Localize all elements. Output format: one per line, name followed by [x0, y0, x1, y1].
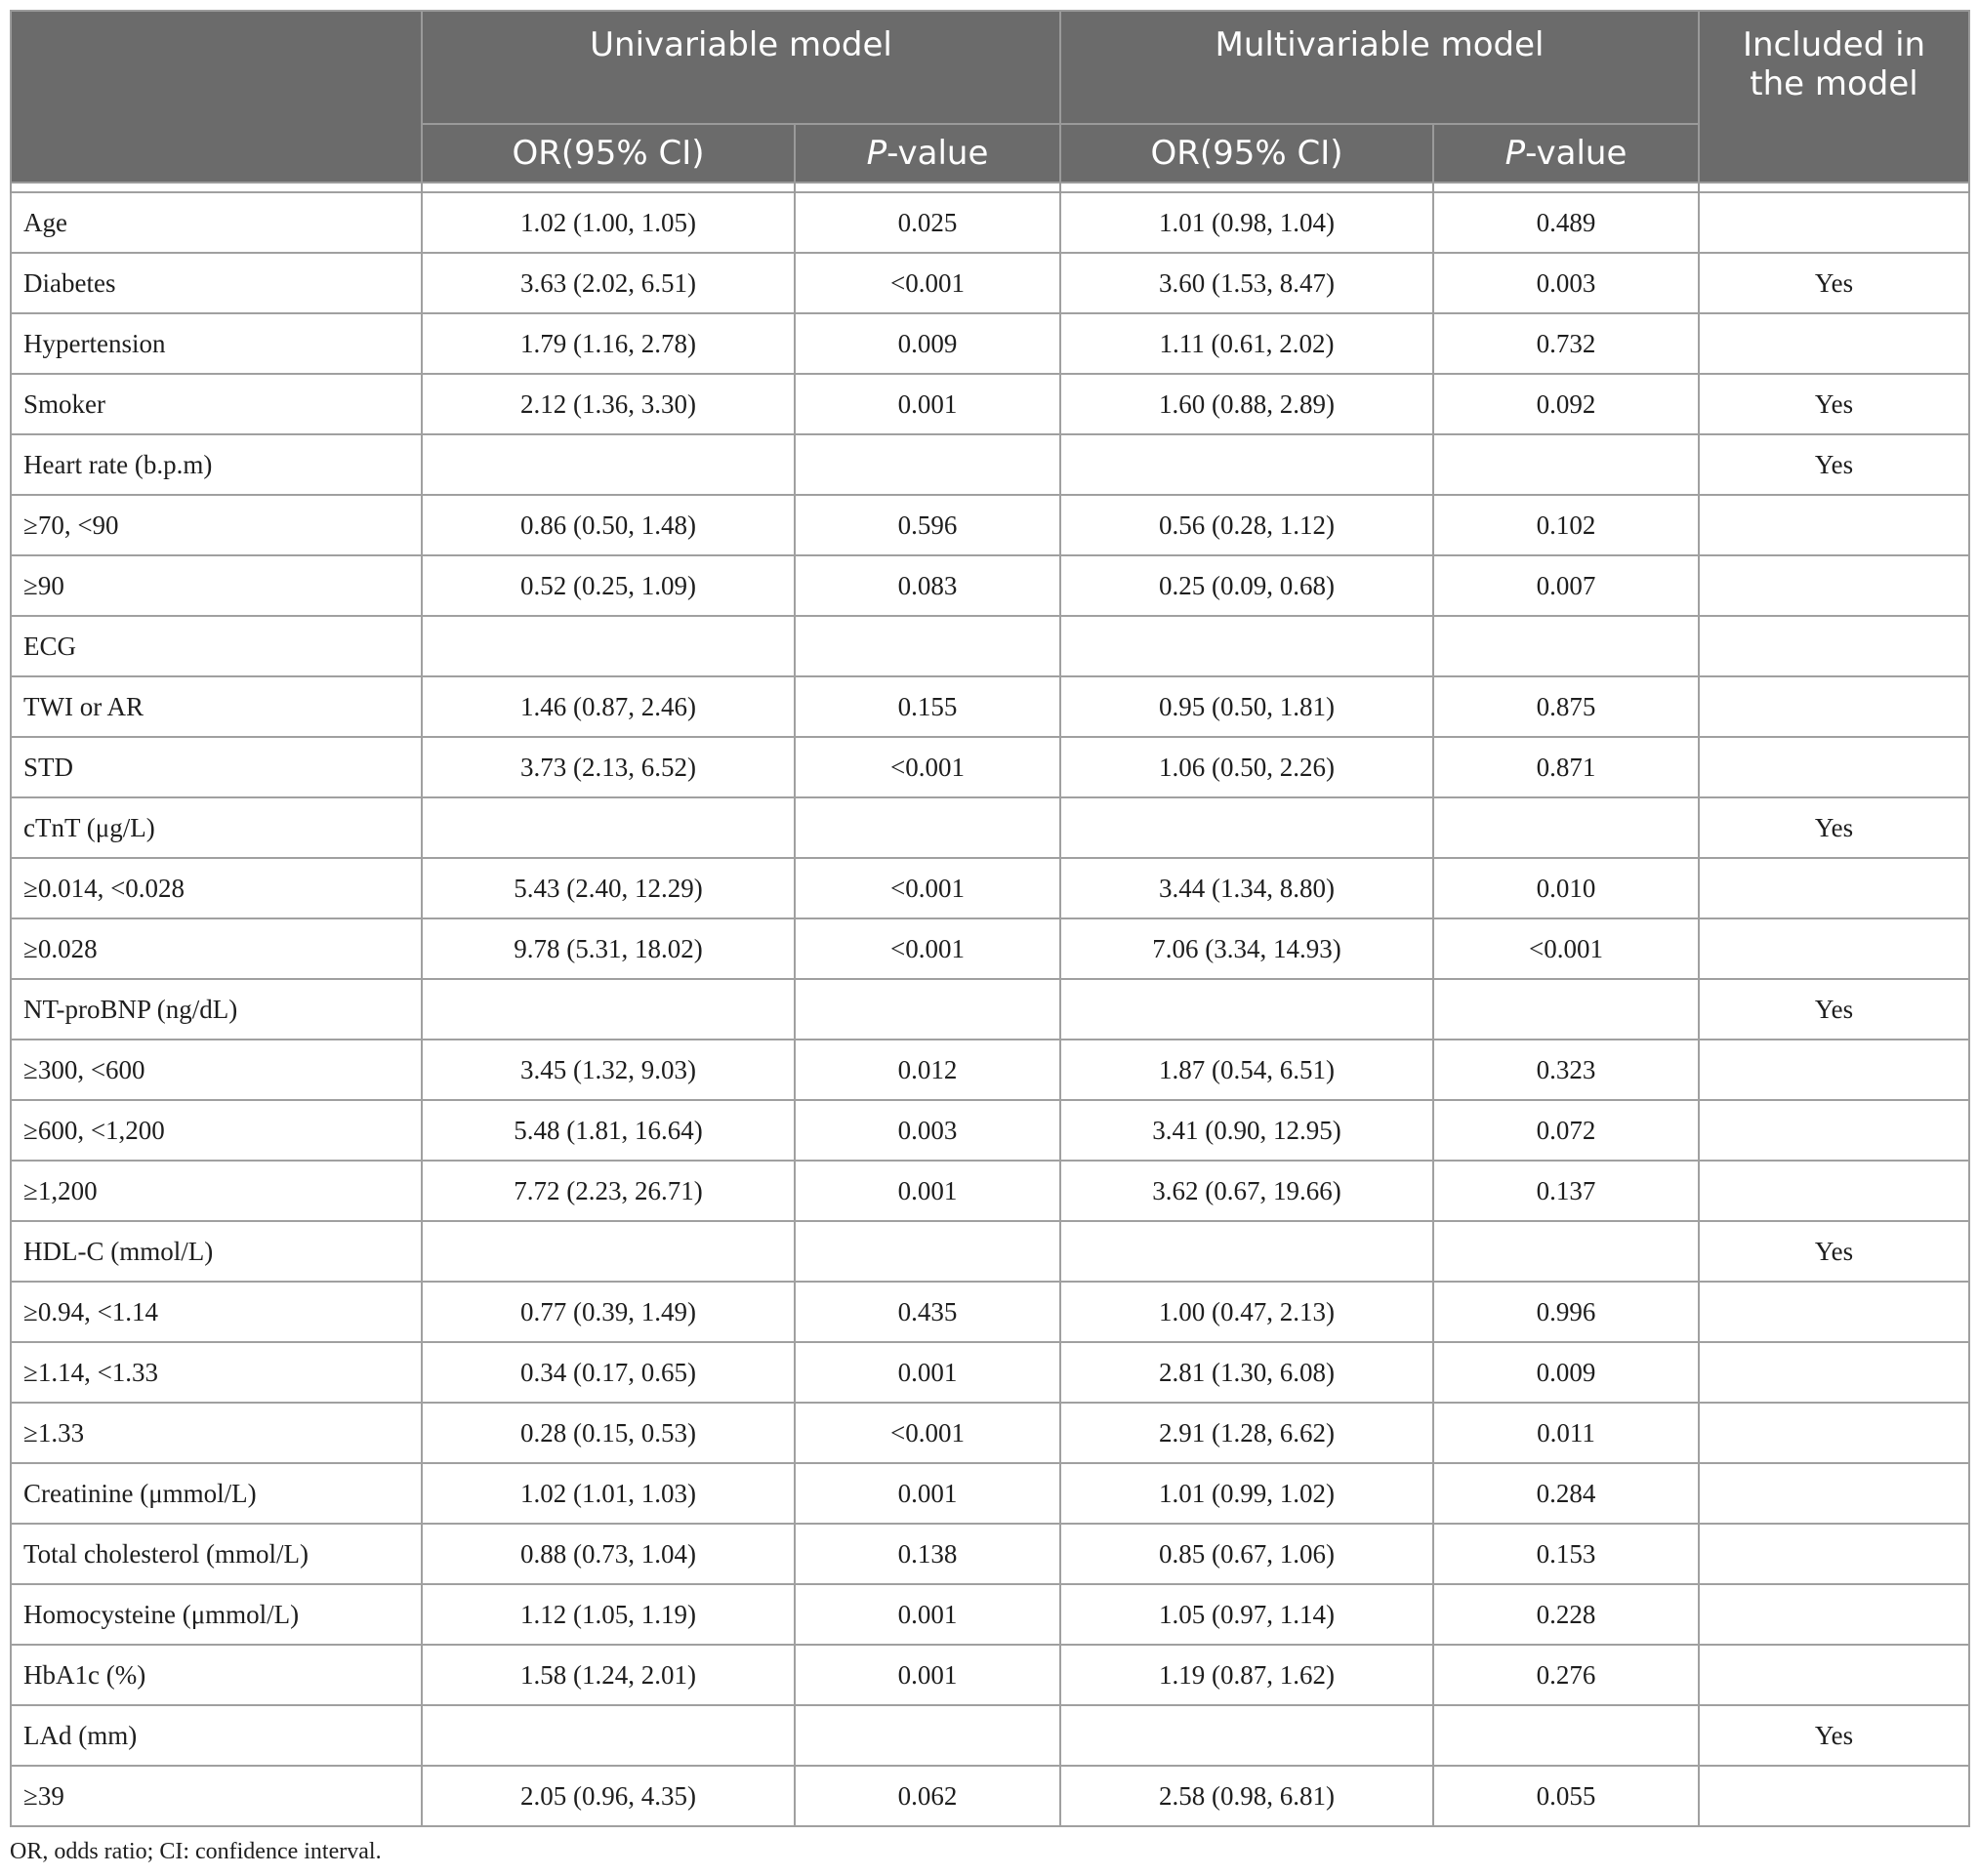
univariable-p — [795, 1705, 1060, 1766]
header-multivariable-p — [1433, 124, 1699, 183]
multivariable-p — [1433, 616, 1699, 676]
multivariable-or — [1060, 979, 1433, 1040]
multivariable-or: 2.58 (0.98, 6.81) — [1060, 1766, 1433, 1826]
row-label: Age — [11, 192, 422, 253]
univariable-p: 0.138 — [795, 1524, 1060, 1584]
univariable-p: 0.435 — [795, 1282, 1060, 1342]
univariable-p: 0.001 — [795, 1584, 1060, 1645]
p-italic: P — [866, 134, 887, 173]
univariable-or: 3.73 (2.13, 6.52) — [422, 737, 795, 797]
multivariable-p: 0.284 — [1433, 1463, 1699, 1524]
included-flag: Yes — [1699, 374, 1969, 434]
univariable-p: <0.001 — [795, 858, 1060, 918]
table-row — [11, 1282, 1969, 1342]
multivariable-p: 0.010 — [1433, 858, 1699, 918]
included-flag — [1699, 192, 1969, 253]
included-flag — [1699, 676, 1969, 737]
multivariable-or: 1.00 (0.47, 2.13) — [1060, 1282, 1433, 1342]
row-label: Total cholesterol (mmol/L) — [11, 1524, 422, 1584]
included-flag — [1699, 555, 1969, 616]
univariable-or: 0.28 (0.15, 0.53) — [422, 1403, 795, 1463]
included-flag — [1699, 1766, 1969, 1826]
header-univariable: Univariable model — [422, 11, 1060, 124]
multivariable-or: 3.60 (1.53, 8.47) — [1060, 253, 1433, 313]
multivariable-or: 1.05 (0.97, 1.14) — [1060, 1584, 1433, 1645]
univariable-or: 0.52 (0.25, 1.09) — [422, 555, 795, 616]
table-row — [11, 1645, 1969, 1705]
multivariable-or: 1.01 (0.99, 1.02) — [1060, 1463, 1433, 1524]
multivariable-p — [1433, 797, 1699, 858]
included-flag: Yes — [1699, 434, 1969, 495]
row-label: NT-proBNP (ng/dL) — [11, 979, 422, 1040]
table-row — [11, 1221, 1969, 1282]
table-row — [11, 1584, 1969, 1645]
univariable-p: 0.083 — [795, 555, 1060, 616]
header-multivariable: Multivariable model — [1060, 11, 1699, 124]
univariable-p: 0.001 — [795, 374, 1060, 434]
table-row — [11, 1766, 1969, 1826]
row-label: STD — [11, 737, 422, 797]
row-label: ≥39 — [11, 1766, 422, 1826]
univariable-p — [795, 616, 1060, 676]
table-row — [11, 253, 1969, 313]
multivariable-p: 0.489 — [1433, 192, 1699, 253]
multivariable-or: 0.95 (0.50, 1.81) — [1060, 676, 1433, 737]
multivariable-p: 0.055 — [1433, 1766, 1699, 1826]
row-label: cTnT (μg/L) — [11, 797, 422, 858]
header-spacer-row — [11, 183, 1969, 192]
included-flag — [1699, 1282, 1969, 1342]
multivariable-p: 0.871 — [1433, 737, 1699, 797]
multivariable-or: 1.60 (0.88, 2.89) — [1060, 374, 1433, 434]
univariable-p — [795, 797, 1060, 858]
table-body — [11, 183, 1969, 1826]
multivariable-or: 1.19 (0.87, 1.62) — [1060, 1645, 1433, 1705]
univariable-or — [422, 1705, 795, 1766]
univariable-or: 2.12 (1.36, 3.30) — [422, 374, 795, 434]
univariable-p: 0.001 — [795, 1463, 1060, 1524]
included-flag: Yes — [1699, 253, 1969, 313]
multivariable-p: 0.153 — [1433, 1524, 1699, 1584]
included-flag — [1699, 737, 1969, 797]
row-label: Diabetes — [11, 253, 422, 313]
table-row — [11, 1403, 1969, 1463]
univariable-or: 1.02 (1.00, 1.05) — [422, 192, 795, 253]
multivariable-p: 0.732 — [1433, 313, 1699, 374]
multivariable-p — [1433, 434, 1699, 495]
univariable-or: 0.88 (0.73, 1.04) — [422, 1524, 795, 1584]
table-row — [11, 313, 1969, 374]
table-row — [11, 676, 1969, 737]
multivariable-p: 0.007 — [1433, 555, 1699, 616]
included-flag — [1699, 1342, 1969, 1403]
multivariable-or — [1060, 434, 1433, 495]
multivariable-or: 1.06 (0.50, 2.26) — [1060, 737, 1433, 797]
header-included-line2: the model — [1750, 64, 1918, 103]
univariable-p: <0.001 — [795, 737, 1060, 797]
univariable-or: 1.58 (1.24, 2.01) — [422, 1645, 795, 1705]
table-row — [11, 1705, 1969, 1766]
univariable-or — [422, 797, 795, 858]
univariable-p: 0.003 — [795, 1100, 1060, 1161]
multivariable-or: 2.91 (1.28, 6.62) — [1060, 1403, 1433, 1463]
univariable-or: 0.86 (0.50, 1.48) — [422, 495, 795, 555]
header-included — [1699, 11, 1969, 183]
row-label: ≥90 — [11, 555, 422, 616]
table-row — [11, 1342, 1969, 1403]
univariable-p — [795, 1221, 1060, 1282]
table-footnote: OR, odds ratio; CI: confidence interval. — [10, 1839, 382, 1864]
univariable-or: 2.05 (0.96, 4.35) — [422, 1766, 795, 1826]
p-rest: -value — [886, 134, 989, 173]
included-flag — [1699, 1161, 1969, 1221]
table-row — [11, 979, 1969, 1040]
univariable-or: 1.02 (1.01, 1.03) — [422, 1463, 795, 1524]
included-flag: Yes — [1699, 1221, 1969, 1282]
header-multivariable-or: OR(95% CI) — [1060, 124, 1433, 183]
multivariable-or: 2.81 (1.30, 6.08) — [1060, 1342, 1433, 1403]
univariable-or — [422, 979, 795, 1040]
included-flag: Yes — [1699, 1705, 1969, 1766]
multivariable-or — [1060, 1705, 1433, 1766]
multivariable-or — [1060, 616, 1433, 676]
multivariable-p — [1433, 979, 1699, 1040]
univariable-p: 0.596 — [795, 495, 1060, 555]
row-label: ≥300, <600 — [11, 1040, 422, 1100]
row-label: ≥0.028 — [11, 918, 422, 979]
univariable-or — [422, 1221, 795, 1282]
row-label: ≥70, <90 — [11, 495, 422, 555]
row-label: ECG — [11, 616, 422, 676]
multivariable-p: 0.011 — [1433, 1403, 1699, 1463]
univariable-or: 9.78 (5.31, 18.02) — [422, 918, 795, 979]
included-flag — [1699, 1524, 1969, 1584]
included-flag — [1699, 1645, 1969, 1705]
multivariable-or: 3.62 (0.67, 19.66) — [1060, 1161, 1433, 1221]
row-label: Hypertension — [11, 313, 422, 374]
row-label: ≥1,200 — [11, 1161, 422, 1221]
multivariable-or: 0.56 (0.28, 1.12) — [1060, 495, 1433, 555]
multivariable-p: 0.009 — [1433, 1342, 1699, 1403]
row-label: Creatinine (μmmol/L) — [11, 1463, 422, 1524]
table-header — [11, 11, 1969, 183]
included-flag — [1699, 1584, 1969, 1645]
multivariable-p: 0.875 — [1433, 676, 1699, 737]
header-label-cell — [11, 11, 422, 183]
table-row — [11, 555, 1969, 616]
multivariable-p: 0.137 — [1433, 1161, 1699, 1221]
univariable-or — [422, 434, 795, 495]
univariable-p — [795, 979, 1060, 1040]
univariable-or: 1.12 (1.05, 1.19) — [422, 1584, 795, 1645]
included-flag — [1699, 918, 1969, 979]
univariable-p: 0.155 — [795, 676, 1060, 737]
univariable-or: 0.34 (0.17, 0.65) — [422, 1342, 795, 1403]
univariable-p: 0.062 — [795, 1766, 1060, 1826]
univariable-or: 7.72 (2.23, 26.71) — [422, 1161, 795, 1221]
univariable-p: 0.001 — [795, 1342, 1060, 1403]
row-label: ≥1.14, <1.33 — [11, 1342, 422, 1403]
multivariable-p: 0.003 — [1433, 253, 1699, 313]
univariable-p: <0.001 — [795, 253, 1060, 313]
univariable-p — [795, 434, 1060, 495]
included-flag — [1699, 1403, 1969, 1463]
table-row — [11, 434, 1969, 495]
univariable-p: 0.012 — [795, 1040, 1060, 1100]
row-label: LAd (mm) — [11, 1705, 422, 1766]
row-label: HbA1c (%) — [11, 1645, 422, 1705]
multivariable-or — [1060, 1221, 1433, 1282]
table-row — [11, 1524, 1969, 1584]
included-flag — [1699, 1463, 1969, 1524]
table-row — [11, 1040, 1969, 1100]
included-flag: Yes — [1699, 797, 1969, 858]
table-row — [11, 374, 1969, 434]
header-univariable-or: OR(95% CI) — [422, 124, 795, 183]
univariable-p: <0.001 — [795, 918, 1060, 979]
univariable-or: 1.46 (0.87, 2.46) — [422, 676, 795, 737]
multivariable-p: 0.228 — [1433, 1584, 1699, 1645]
univariable-or: 0.77 (0.39, 1.49) — [422, 1282, 795, 1342]
header-included-line1: Included in — [1742, 25, 1926, 64]
multivariable-or: 3.41 (0.90, 12.95) — [1060, 1100, 1433, 1161]
multivariable-or: 3.44 (1.34, 8.80) — [1060, 858, 1433, 918]
univariable-p: 0.025 — [795, 192, 1060, 253]
multivariable-or: 1.11 (0.61, 2.02) — [1060, 313, 1433, 374]
row-label: TWI or AR — [11, 676, 422, 737]
multivariable-or: 0.25 (0.09, 0.68) — [1060, 555, 1433, 616]
univariable-or: 5.48 (1.81, 16.64) — [422, 1100, 795, 1161]
table-row — [11, 1100, 1969, 1161]
table-row — [11, 737, 1969, 797]
included-flag — [1699, 616, 1969, 676]
table-row — [11, 1463, 1969, 1524]
row-label: ≥1.33 — [11, 1403, 422, 1463]
row-label: Heart rate (b.p.m) — [11, 434, 422, 495]
multivariable-or: 1.87 (0.54, 6.51) — [1060, 1040, 1433, 1100]
univariable-p: 0.001 — [795, 1645, 1060, 1705]
table-row — [11, 797, 1969, 858]
table-row — [11, 858, 1969, 918]
univariable-p: 0.001 — [795, 1161, 1060, 1221]
multivariable-or — [1060, 797, 1433, 858]
table-row — [11, 1161, 1969, 1221]
included-flag — [1699, 495, 1969, 555]
row-label: Smoker — [11, 374, 422, 434]
multivariable-p: 0.102 — [1433, 495, 1699, 555]
regression-table — [10, 10, 1970, 1827]
table-row — [11, 616, 1969, 676]
p-rest: -value — [1525, 134, 1628, 173]
row-label: HDL-C (mmol/L) — [11, 1221, 422, 1282]
row-label: ≥0.94, <1.14 — [11, 1282, 422, 1342]
univariable-or: 3.45 (1.32, 9.03) — [422, 1040, 795, 1100]
multivariable-p: 0.323 — [1433, 1040, 1699, 1100]
multivariable-p — [1433, 1705, 1699, 1766]
included-flag — [1699, 313, 1969, 374]
multivariable-p — [1433, 1221, 1699, 1282]
p-italic: P — [1504, 134, 1526, 173]
univariable-or — [422, 616, 795, 676]
univariable-p: 0.009 — [795, 313, 1060, 374]
multivariable-p: 0.092 — [1433, 374, 1699, 434]
header-univariable-p — [795, 124, 1060, 183]
table-row — [11, 495, 1969, 555]
multivariable-p: <0.001 — [1433, 918, 1699, 979]
regression-table-container — [10, 10, 1968, 1827]
included-flag — [1699, 858, 1969, 918]
included-flag — [1699, 1100, 1969, 1161]
table-row — [11, 918, 1969, 979]
multivariable-or: 1.01 (0.98, 1.04) — [1060, 192, 1433, 253]
row-label: Homocysteine (μmmol/L) — [11, 1584, 422, 1645]
row-label: ≥600, <1,200 — [11, 1100, 422, 1161]
univariable-or: 1.79 (1.16, 2.78) — [422, 313, 795, 374]
table-row — [11, 192, 1969, 253]
multivariable-p: 0.072 — [1433, 1100, 1699, 1161]
row-label: ≥0.014, <0.028 — [11, 858, 422, 918]
included-flag: Yes — [1699, 979, 1969, 1040]
multivariable-p: 0.276 — [1433, 1645, 1699, 1705]
univariable-or: 3.63 (2.02, 6.51) — [422, 253, 795, 313]
univariable-p: <0.001 — [795, 1403, 1060, 1463]
included-flag — [1699, 1040, 1969, 1100]
multivariable-or: 0.85 (0.67, 1.06) — [1060, 1524, 1433, 1584]
multivariable-or: 7.06 (3.34, 14.93) — [1060, 918, 1433, 979]
univariable-or: 5.43 (2.40, 12.29) — [422, 858, 795, 918]
multivariable-p: 0.996 — [1433, 1282, 1699, 1342]
